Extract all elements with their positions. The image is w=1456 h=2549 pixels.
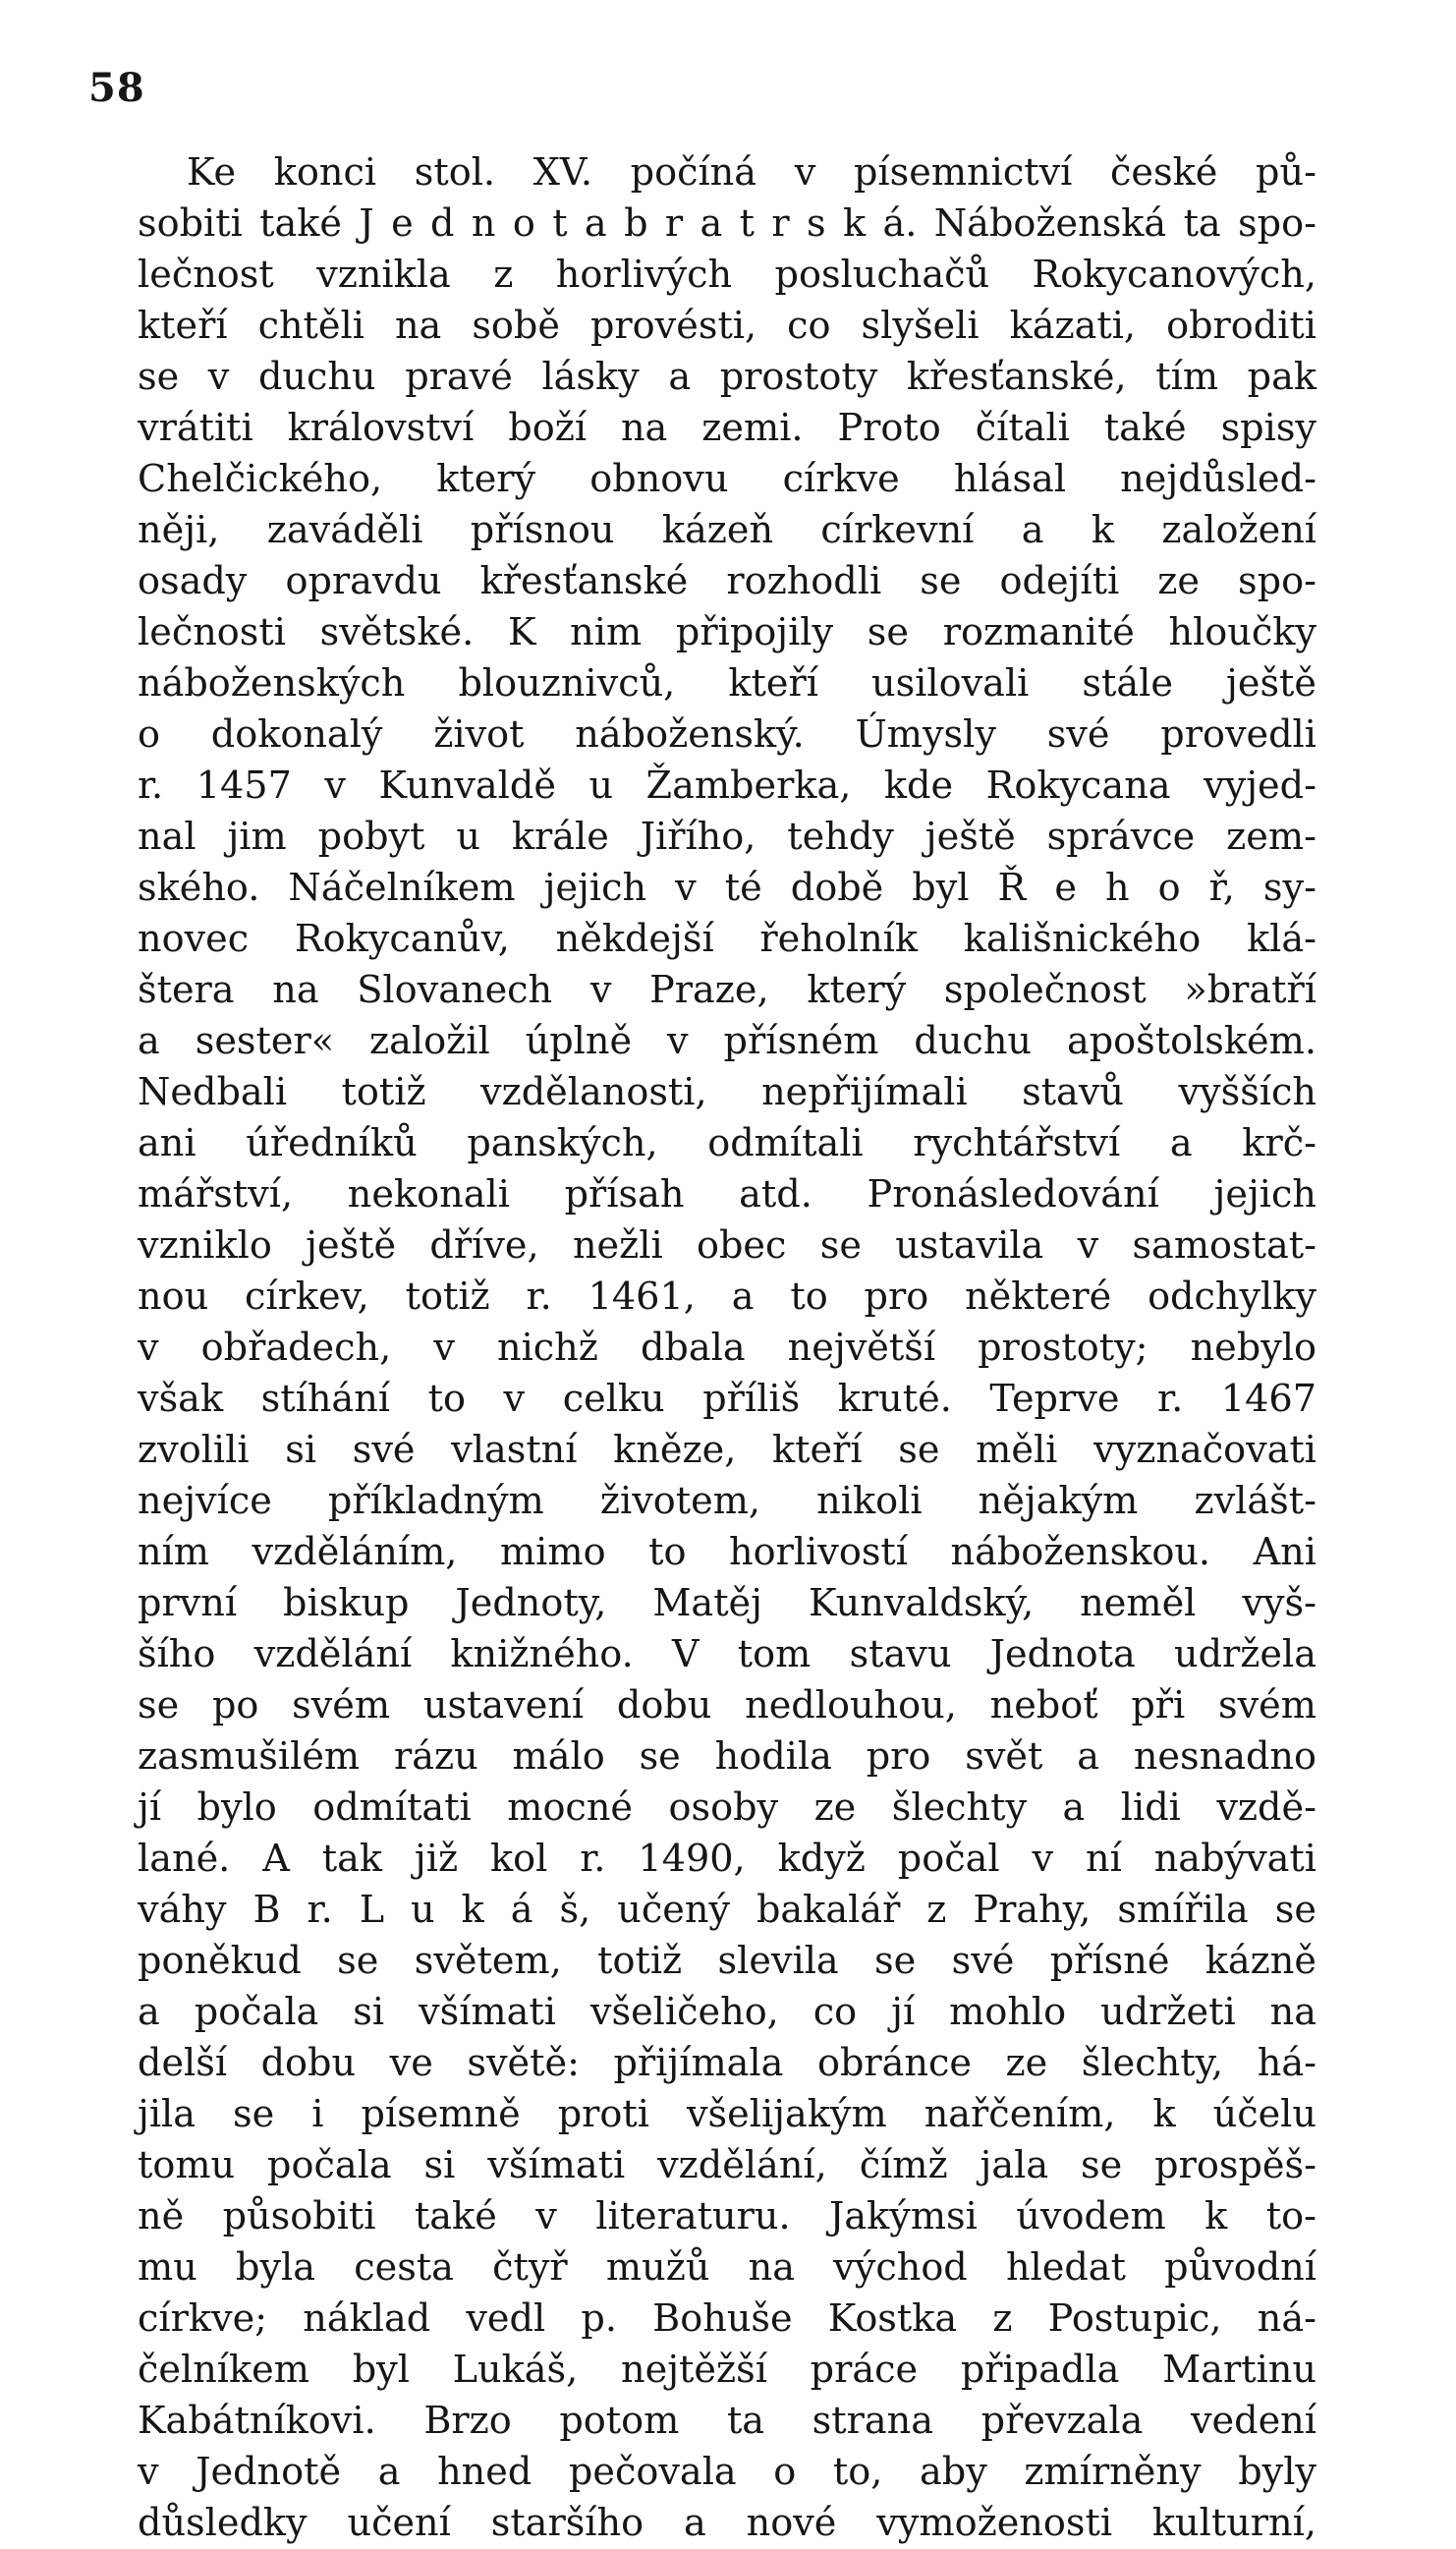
text-line: Chelčického, který obnovu církve hlásal nejdůsled- — [138, 458, 1316, 501]
text-line: mu byla cesta čtyř mužů na východ hledat původní — [138, 2246, 1316, 2290]
text-line: Kabátníkovi. Brzo potom ta strana převzala vedení — [138, 2400, 1316, 2443]
text-line: ně působiti také v literaturu. Jakýmsi úvodem k to- — [138, 2195, 1316, 2238]
text-line: však stíhání to v celku příliš kruté. Teprve r. 1467 — [138, 1378, 1316, 1421]
text-line: jila se i písemně proti všelijakým nařčením, k účelu — [138, 2093, 1316, 2136]
text-line: zvolili si své vlastní kněze, kteří se měli vyznačovati — [138, 1429, 1316, 1472]
text-line: novec Rokycanův, někdejší řeholník kališnického klá- — [138, 918, 1316, 961]
text-line: Nedbali totiž vzdělanosti, nepřijímali stavů vyšších — [138, 1071, 1316, 1114]
text-line: Ke konci stol. XV. počíná v písemnictví české pů- — [187, 151, 1316, 195]
text-line: první biskup Jednoty, Matěj Kunvaldský, neměl vyš- — [138, 1582, 1316, 1625]
text-line: lečnosti světské. K nim připojily se rozmanité hloučky — [138, 611, 1316, 654]
text-line: něji, zaváděli přísnou kázeň církevní a k založení — [138, 509, 1316, 552]
body-text — [138, 147, 1316, 2549]
text-line: o dokonalý život náboženský. Úmysly své provedli — [138, 713, 1316, 757]
text-line: v obřadech, v nichž dbala největší prostoty; nebylo — [138, 1327, 1316, 1370]
text-line: se v duchu pravé lásky a prostoty křesťanské, tím pak — [138, 356, 1316, 399]
text-line: kteří chtěli na sobě provésti, co slyšeli kázati, obroditi — [138, 305, 1316, 348]
text-line: vrátiti království boží na zemi. Proto čítali také spisy — [138, 407, 1316, 450]
text-line: sobiti také J e d n o t a b r a t r s k á. Náboženská ta spo- — [138, 202, 1316, 246]
text-line: se po svém ustavení dobu nedlouhou, neboť při svém — [138, 1684, 1316, 1728]
text-line: lané. A tak již kol r. 1490, když počal v ní nabývati — [138, 1838, 1316, 1881]
text-line: a sester« založil úplně v přísném duchu apoštolském. — [138, 1020, 1316, 1063]
text-line: nejvíce příkladným životem, nikoli nějakým zvlášt- — [138, 1480, 1316, 1523]
text-line: štera na Slovanech v Praze, který společnost »bratří — [138, 969, 1316, 1012]
text-line: váhy B r. L u k á š, učený bakalář z Prahy, smířila se — [138, 1889, 1316, 1932]
page-number: 58 — [88, 65, 145, 111]
text-line: ani úředníků panských, odmítali rychtářství a krč- — [138, 1122, 1316, 1165]
text-line: důsledky učení staršího a nové vymoženosti kulturní, — [138, 2502, 1316, 2545]
text-line: mářství, nekonali přísah atd. Pronásledování jejich — [138, 1173, 1316, 1217]
text-line: lečnost vznikla z horlivých posluchačů Rokycanových, — [138, 254, 1316, 297]
text-line: náboženských blouznivců, kteří usilovali stále ještě — [138, 662, 1316, 706]
text-line: poněkud se světem, totiž slevila se své přísné kázně — [138, 1940, 1316, 1983]
text-line: tomu počala si všímati vzdělání, čímž jala se prospěš- — [138, 2144, 1316, 2187]
text-line: v Jednotě a hned pečovala o to, aby zmírněny byly — [138, 2451, 1316, 2494]
text-line: nou církev, totiž r. 1461, a to pro některé odchylky — [138, 1275, 1316, 1319]
text-line: zasmušilém rázu málo se hodila pro svět a nesnadno — [138, 1735, 1316, 1779]
text-line: r. 1457 v Kunvaldě u Žamberka, kde Rokycana vyjed- — [138, 765, 1316, 808]
text-line: ním vzděláním, mimo to horlivostí náboženskou. Ani — [138, 1531, 1316, 1574]
text-line: šího vzdělání knižného. V tom stavu Jednota udržela — [138, 1633, 1316, 1676]
text-line: čelníkem byl Lukáš, nejtěžší práce připadla Martinu — [138, 2349, 1316, 2392]
text-line: vzniklo ještě dříve, nežli obec se ustavila v samostat- — [138, 1224, 1316, 1268]
text-line: ského. Náčelníkem jejich v té době byl Ř e h o ř, sy- — [138, 867, 1316, 910]
text-line: osady opravdu křesťanské rozhodli se odejíti ze spo- — [138, 560, 1316, 603]
text-line: církve; náklad vedl p. Bohuše Kostka z Postupic, ná- — [138, 2297, 1316, 2341]
text-line: delší dobu ve světě: přijímala obránce ze šlechty, há- — [138, 2042, 1316, 2085]
text-line: nal jim pobyt u krále Jiřího, tehdy ještě správce zem- — [138, 816, 1316, 859]
text-line: jí bylo odmítati mocné osoby ze šlechty a lidi vzdě- — [138, 1786, 1316, 1830]
text-line: a počala si všímati všeličeho, co jí mohlo udržeti na — [138, 1991, 1316, 2034]
